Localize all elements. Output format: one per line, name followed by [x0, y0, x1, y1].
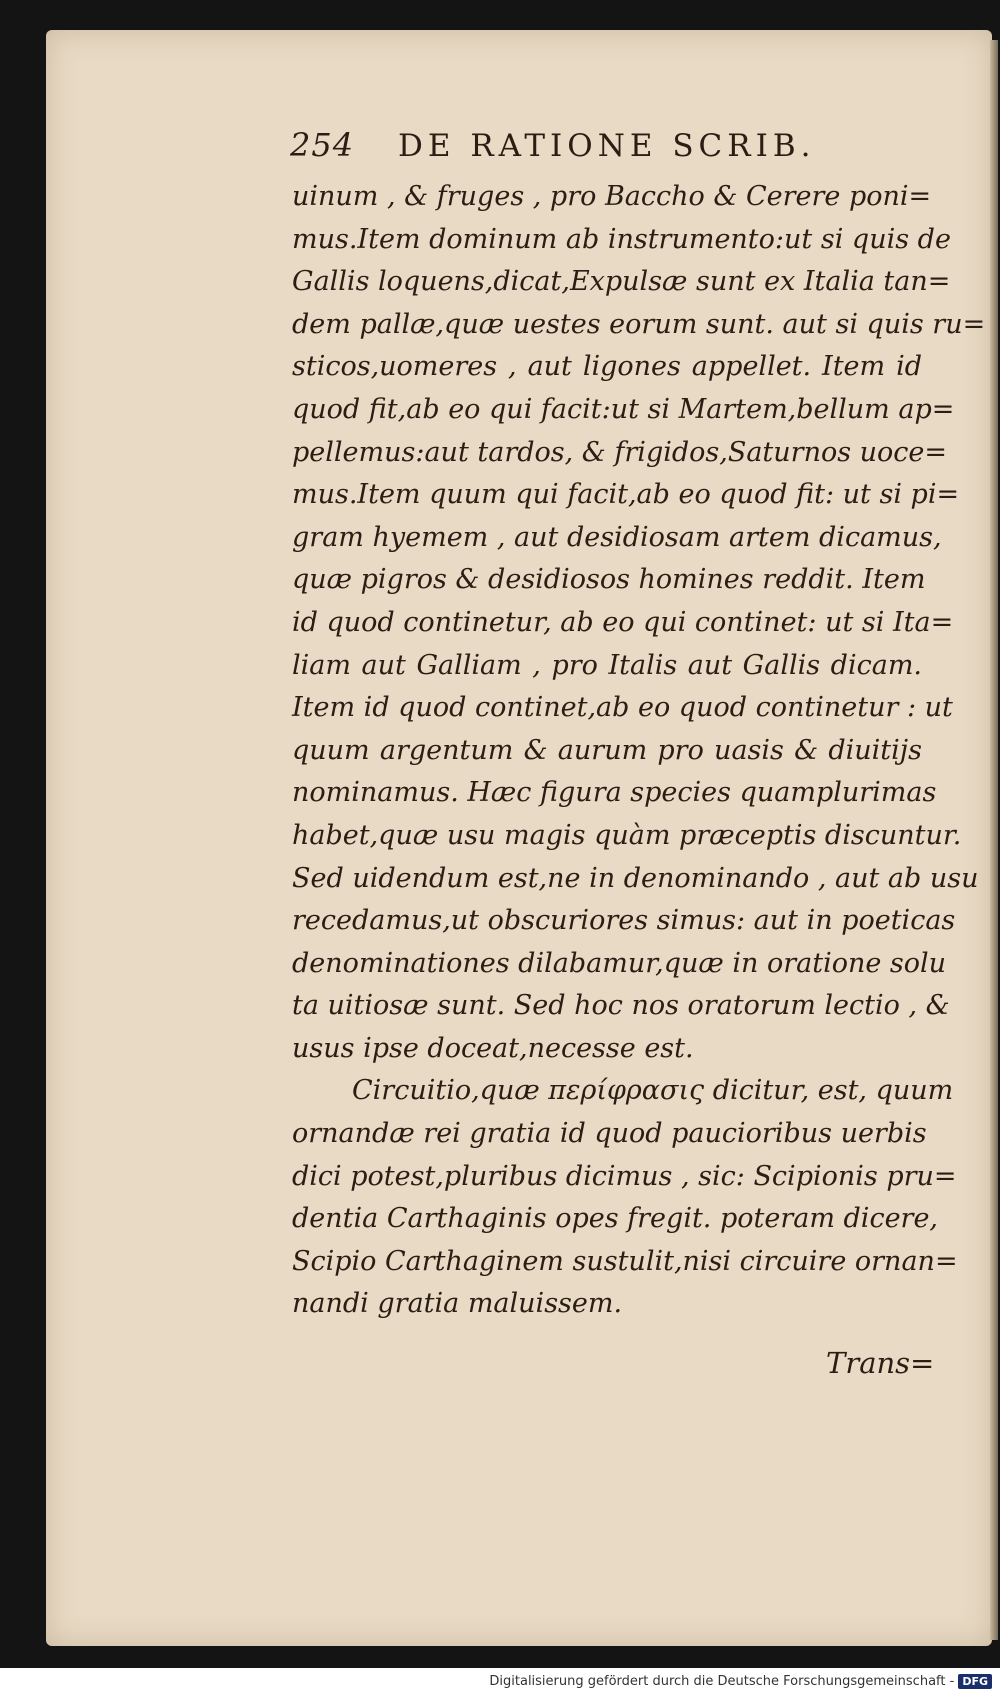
page-number: 254	[290, 126, 355, 164]
text-line: Scipio Carthaginem sustulit,nisi circuire ornan=	[292, 1245, 958, 1277]
text-line: dem pallæ,quæ uestes eorum sunt. aut si quis ru=	[292, 308, 986, 340]
text-line: mus.Item quum qui facit,ab eo quod fit: ut si pi=	[292, 479, 960, 511]
digitization-footer	[489, 1670, 992, 1692]
text-line: quod fit,ab eo qui facit:ut si Martem,bellum ap=	[292, 393, 955, 425]
text-line: Circuitio,quæ περίφρασις dicitur, est, quum	[352, 1075, 954, 1107]
text-line: ornandæ rei gratia id quod paucioribus uerbis	[292, 1118, 927, 1150]
text-line: ta uitiosæ sunt. Sed hoc nos oratorum lectio , &	[292, 990, 950, 1022]
text-line: denominationes dilabamur,quæ in oratione solu	[292, 947, 947, 979]
text-line: usus ipse doceat,necesse est.	[292, 1032, 694, 1064]
text-line: nominamus. Hæc figura species quamplurimas	[292, 777, 937, 809]
text-line: mus.Item dominum ab instrumento:ut si quis de	[292, 223, 951, 255]
body-text	[292, 176, 986, 1326]
text-line: quum argentum & aurum pro uasis & diuitijs	[292, 734, 922, 766]
text-line: nandi gratia maluissem.	[292, 1288, 623, 1320]
text-line: sticos,uomeres , aut ligones appellet. Item id	[292, 351, 922, 383]
footer-credit: Digitalisierung gefördert durch die Deutsche Forschungsgemeinschaft -	[489, 1673, 955, 1689]
text-line: uinum , & fruges , pro Baccho & Cerere poni=	[292, 181, 932, 212]
text-line: habet,quæ usu magis quàm præceptis discuntur.	[292, 819, 962, 851]
text-line: dici potest,pluribus dicimus , sic: Scipionis pru=	[292, 1160, 957, 1192]
text-line: liam aut Galliam , pro Italis aut Gallis dicam.	[292, 649, 922, 681]
text-line: pellemus:aut tardos, & frigidos,Saturnos uoce=	[292, 436, 948, 468]
text-line: dentia Carthaginis opes fregit. poteram dicere,	[292, 1203, 939, 1235]
page-header	[290, 126, 870, 174]
text-line: gram hyemem , aut desidiosam artem dicamus,	[292, 521, 942, 553]
text-line: Item id quod continet,ab eo quod continetur : ut	[292, 692, 953, 724]
running-head: DE RATIONE SCRIB.	[398, 128, 816, 164]
text-line: Sed uidendum est,ne in denominando , aut ab usu	[292, 862, 979, 894]
catchword: Trans=	[826, 1346, 935, 1380]
text-line: recedamus,ut obscuriores simus: aut in poeticas	[292, 905, 956, 937]
text-line: Gallis loquens,dicat,Expulsæ sunt ex Italia tan=	[292, 266, 951, 298]
page-edge	[990, 40, 998, 1640]
dfg-logo-icon: DFG	[958, 1674, 992, 1689]
text-line: id quod continetur, ab eo qui continet: ut si Ita=	[292, 606, 954, 638]
text-line: quæ pigros & desidiosos homines reddit. Item	[292, 564, 926, 596]
